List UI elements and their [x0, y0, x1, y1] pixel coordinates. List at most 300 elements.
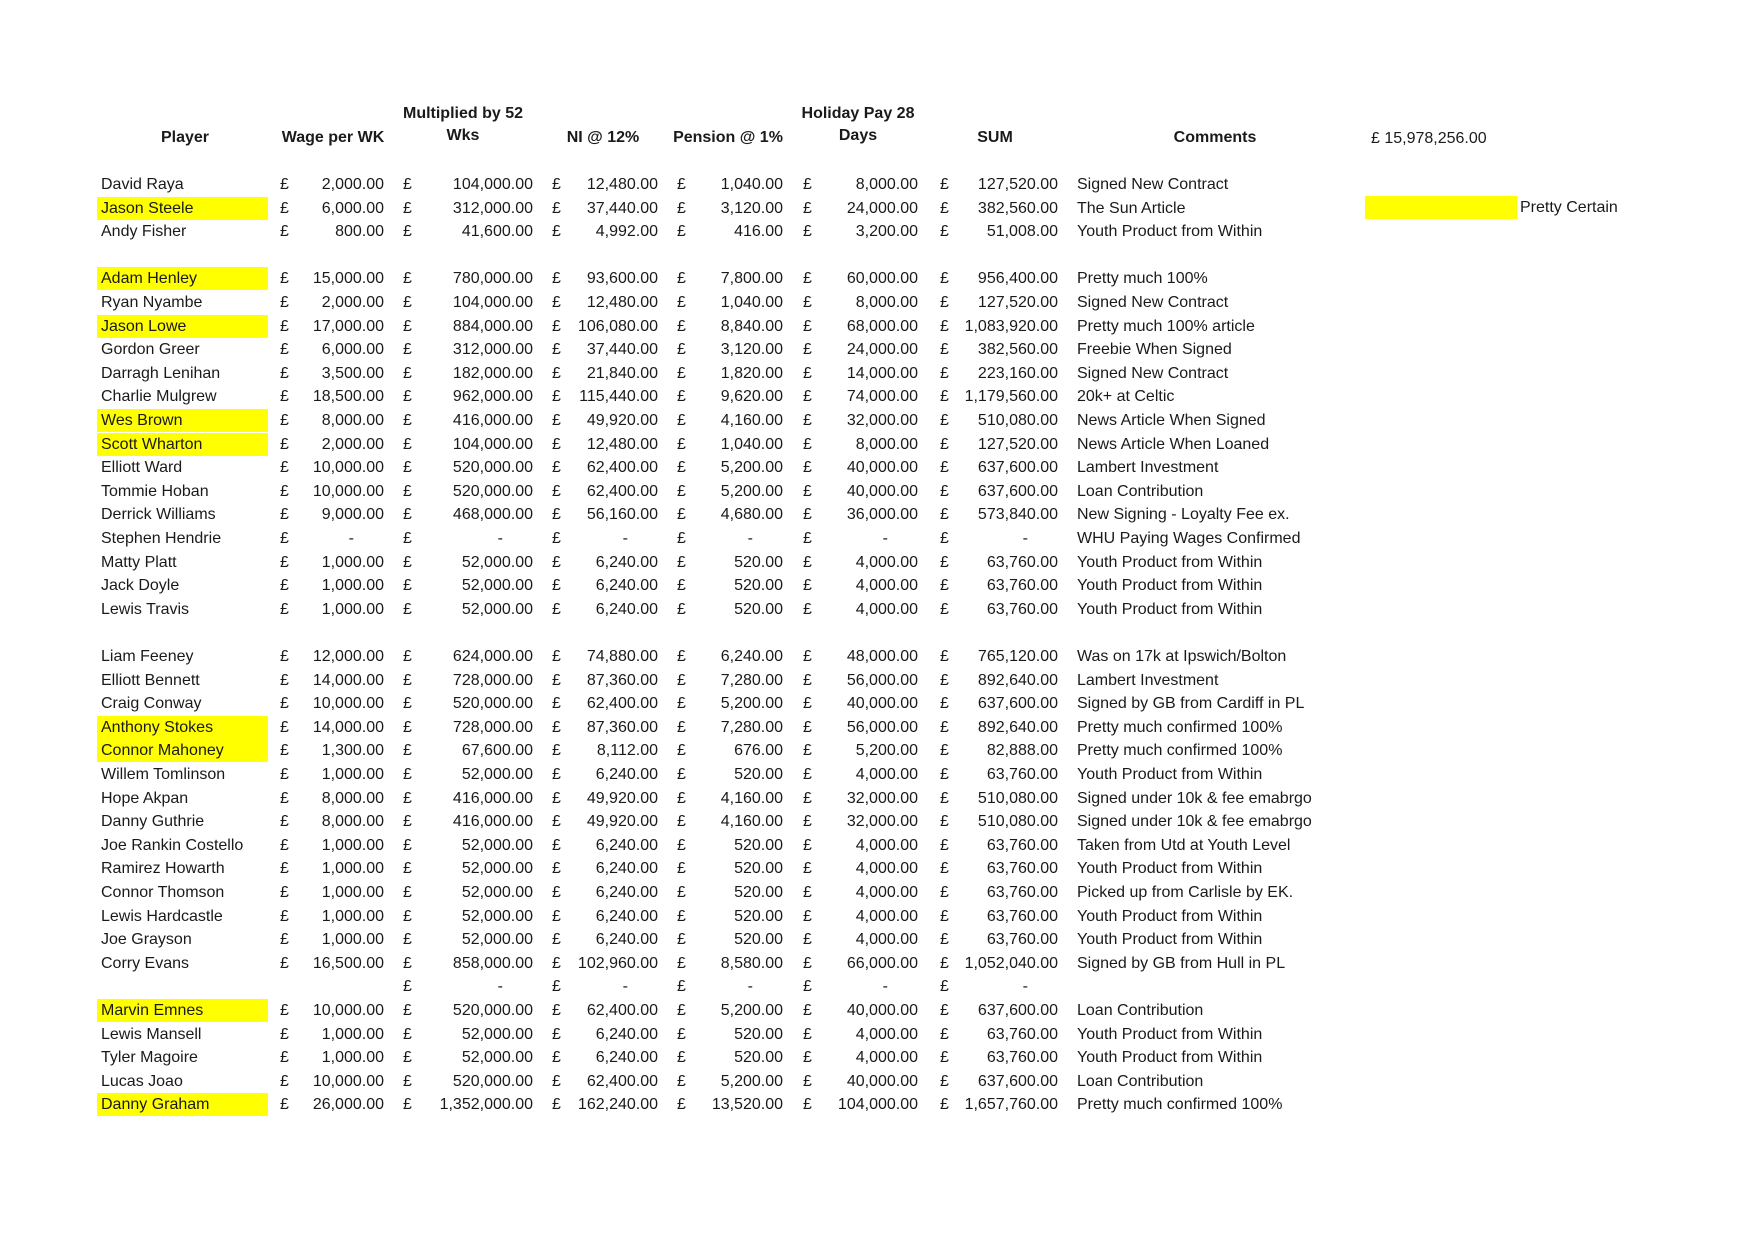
annual-value: 67,600.00 — [461, 742, 533, 759]
pension-value: 8,840.00 — [720, 318, 783, 335]
pension-value: 5,200.00 — [720, 459, 783, 476]
sum-value: 223,160.00 — [977, 365, 1058, 382]
holiday-currency: £ — [803, 577, 812, 594]
comment: Youth Product from Within — [1077, 223, 1263, 240]
annual-value: 104,000.00 — [452, 436, 533, 453]
comment: Youth Product from Within — [1077, 766, 1263, 783]
pension-currency: £ — [677, 483, 686, 500]
sum-value: 510,080.00 — [977, 813, 1058, 830]
holiday-currency: £ — [803, 813, 812, 830]
wage-value: 14,000.00 — [312, 719, 384, 736]
wage-value: 1,000.00 — [321, 884, 384, 901]
sum-currency: £ — [940, 506, 949, 523]
ni-currency: £ — [552, 388, 561, 405]
annual-value: 52,000.00 — [461, 554, 533, 571]
pension-value: 3,120.00 — [720, 341, 783, 358]
player-name: Connor Mahoney — [97, 739, 268, 762]
pension-value: 520.00 — [734, 884, 783, 901]
wage-currency: £ — [280, 200, 289, 217]
annual-currency: £ — [403, 695, 412, 712]
pension-value: 520.00 — [734, 1049, 783, 1066]
pension-value: 520.00 — [734, 908, 783, 925]
comment: Freebie When Signed — [1077, 341, 1232, 358]
player-name: Stephen Hendrie — [101, 530, 222, 547]
sum-currency: £ — [940, 530, 949, 547]
annual-value: 884,000.00 — [452, 318, 533, 335]
pension-value: 6,240.00 — [720, 648, 783, 665]
holiday-value: 32,000.00 — [846, 813, 918, 830]
annual-currency: £ — [403, 813, 412, 830]
wage-currency: £ — [280, 766, 289, 783]
pension-currency: £ — [677, 695, 686, 712]
holiday-currency: £ — [803, 1096, 812, 1113]
pension-value: 7,800.00 — [720, 270, 783, 287]
holiday-currency: £ — [803, 318, 812, 335]
player-name: Hope Akpan — [101, 790, 189, 807]
holiday-value: 40,000.00 — [846, 483, 918, 500]
holiday-value: 4,000.00 — [855, 908, 918, 925]
header-player: Player — [160, 129, 210, 146]
annual-currency: £ — [403, 648, 412, 665]
wage-currency: £ — [280, 318, 289, 335]
ni-currency: £ — [552, 577, 561, 594]
pension-value: 520.00 — [734, 860, 783, 877]
annual-value: 52,000.00 — [461, 837, 533, 854]
ni-value: 87,360.00 — [586, 719, 658, 736]
holiday-value: 3,200.00 — [855, 223, 918, 240]
annual-currency: £ — [403, 766, 412, 783]
player-name: Lewis Hardcastle — [101, 908, 223, 925]
holiday-value: 66,000.00 — [846, 955, 918, 972]
ni-currency: £ — [552, 955, 561, 972]
sum-value: 127,520.00 — [977, 436, 1058, 453]
ni-currency: £ — [552, 837, 561, 854]
annual-value: 728,000.00 — [452, 719, 533, 736]
sum-value: 127,520.00 — [977, 294, 1058, 311]
holiday-currency: £ — [803, 837, 812, 854]
annual-value: 52,000.00 — [461, 1049, 533, 1066]
annual-value: 182,000.00 — [452, 365, 533, 382]
pension-currency: £ — [677, 837, 686, 854]
sum-currency: £ — [940, 483, 949, 500]
comment: Youth Product from Within — [1077, 1049, 1263, 1066]
annual-currency: £ — [403, 200, 412, 217]
wage-value: 9,000.00 — [321, 506, 384, 523]
sum-currency: £ — [940, 813, 949, 830]
legend-label: Pretty Certain — [1520, 199, 1618, 216]
annual-currency: £ — [403, 412, 412, 429]
header-ni: NI @ 12% — [566, 129, 640, 146]
comment: Signed New Contract — [1077, 176, 1229, 193]
pension-currency: £ — [677, 1096, 686, 1113]
annual-value: 52,000.00 — [461, 601, 533, 618]
wage-value: 12,000.00 — [312, 648, 384, 665]
wage-currency: £ — [280, 459, 289, 476]
ni-currency: £ — [552, 1026, 561, 1043]
sum-currency: £ — [940, 1096, 949, 1113]
wage-value: 10,000.00 — [312, 695, 384, 712]
sum-currency: £ — [940, 294, 949, 311]
wage-value: 8,000.00 — [321, 790, 384, 807]
wage-currency: £ — [280, 436, 289, 453]
wage-value: 15,000.00 — [312, 270, 384, 287]
holiday-currency: £ — [803, 648, 812, 665]
sum-currency: £ — [940, 365, 949, 382]
sum-value: 573,840.00 — [977, 506, 1058, 523]
ni-currency: £ — [552, 412, 561, 429]
holiday-value: 4,000.00 — [855, 1026, 918, 1043]
holiday-value: 4,000.00 — [855, 931, 918, 948]
wage-currency: £ — [280, 860, 289, 877]
holiday-currency: £ — [803, 506, 812, 523]
ni-value: 12,480.00 — [586, 176, 658, 193]
wage-currency: £ — [280, 672, 289, 689]
sum-value: 637,600.00 — [977, 459, 1058, 476]
pension-currency: £ — [677, 1049, 686, 1066]
annual-value: 312,000.00 — [452, 200, 533, 217]
holiday-currency: £ — [803, 1026, 812, 1043]
wage-value: 1,000.00 — [321, 1049, 384, 1066]
ni-value: 62,400.00 — [586, 483, 658, 500]
holiday-currency: £ — [803, 695, 812, 712]
sum-currency: £ — [940, 200, 949, 217]
player-name: Lucas Joao — [101, 1073, 183, 1090]
pension-currency: £ — [677, 931, 686, 948]
player-name: Gordon Greer — [101, 341, 200, 358]
pension-currency: £ — [677, 860, 686, 877]
ni-currency: £ — [552, 931, 561, 948]
comment: News Article When Signed — [1077, 412, 1266, 429]
ni-currency: £ — [552, 554, 561, 571]
comment: Lambert Investment — [1077, 672, 1219, 689]
sum-value: 510,080.00 — [977, 790, 1058, 807]
player-name: Ramirez Howarth — [101, 860, 225, 877]
ni-value: 6,240.00 — [595, 1049, 658, 1066]
wage-currency: £ — [280, 341, 289, 358]
annual-value: 52,000.00 — [461, 1026, 533, 1043]
sum-value: 63,760.00 — [986, 860, 1058, 877]
wage-value: 10,000.00 — [312, 1073, 384, 1090]
holiday-currency: £ — [803, 223, 812, 240]
holiday-currency: £ — [803, 672, 812, 689]
player-name: Anthony Stokes — [97, 716, 268, 739]
annual-currency: £ — [403, 270, 412, 287]
header-sum: SUM — [977, 129, 1013, 146]
holiday-currency: £ — [803, 388, 812, 405]
comment: Loan Contribution — [1077, 1073, 1204, 1090]
player-name: Liam Feeney — [101, 648, 194, 665]
annual-value: 624,000.00 — [452, 648, 533, 665]
annual-value: 416,000.00 — [452, 412, 533, 429]
wage-value: 1,000.00 — [321, 1026, 384, 1043]
holiday-value: 74,000.00 — [846, 388, 918, 405]
sum-currency: £ — [940, 270, 949, 287]
annual-currency: £ — [403, 1002, 412, 1019]
wage-currency: £ — [280, 648, 289, 665]
sum-value: 892,640.00 — [977, 719, 1058, 736]
sum-value: 1,052,040.00 — [964, 955, 1058, 972]
player-name: Craig Conway — [101, 695, 202, 712]
player-name — [97, 975, 268, 998]
holiday-currency: £ — [803, 436, 812, 453]
pension-currency: £ — [677, 1073, 686, 1090]
pension-currency: £ — [677, 813, 686, 830]
ni-currency: £ — [552, 1096, 561, 1113]
pension-currency: £ — [677, 742, 686, 759]
sum-value: 63,760.00 — [986, 884, 1058, 901]
wage-currency: £ — [280, 554, 289, 571]
holiday-currency: £ — [803, 1073, 812, 1090]
holiday-currency: £ — [803, 931, 812, 948]
ni-value: 74,880.00 — [586, 648, 658, 665]
sum-value: 51,008.00 — [986, 223, 1058, 240]
comment: Signed New Contract — [1077, 294, 1229, 311]
player-name: Danny Graham — [97, 1093, 268, 1116]
holiday-currency: £ — [803, 601, 812, 618]
annual-value: 41,600.00 — [461, 223, 533, 240]
holiday-value: 4,000.00 — [855, 766, 918, 783]
annual-value: 468,000.00 — [452, 506, 533, 523]
ni-value: 6,240.00 — [595, 908, 658, 925]
pension-currency: £ — [677, 601, 686, 618]
sum-value: 63,760.00 — [986, 1026, 1058, 1043]
sum-value: 63,760.00 — [986, 577, 1058, 594]
player-name: Tyler Magoire — [101, 1049, 198, 1066]
holiday-currency: £ — [803, 766, 812, 783]
wage-currency: £ — [280, 790, 289, 807]
ni-currency: £ — [552, 790, 561, 807]
ni-value: 93,600.00 — [586, 270, 658, 287]
holiday-value: 8,000.00 — [855, 436, 918, 453]
wage-currency: £ — [280, 719, 289, 736]
wage-value: 1,000.00 — [321, 908, 384, 925]
annual-value: 780,000.00 — [452, 270, 533, 287]
pension-currency: £ — [677, 341, 686, 358]
sum-value: 63,760.00 — [986, 601, 1058, 618]
wage-currency: £ — [280, 412, 289, 429]
pension-value: 1,040.00 — [720, 436, 783, 453]
annual-value: 858,000.00 — [452, 955, 533, 972]
player-name: Wes Brown — [97, 409, 268, 432]
ni-value: 6,240.00 — [595, 837, 658, 854]
pension-value: 4,160.00 — [720, 790, 783, 807]
pension-currency: £ — [677, 766, 686, 783]
pension-value: 1,040.00 — [720, 176, 783, 193]
wage-currency: £ — [280, 1073, 289, 1090]
player-name: Lewis Travis — [101, 601, 190, 618]
player-name: Scott Wharton — [97, 433, 268, 456]
holiday-currency: £ — [803, 1049, 812, 1066]
pension-currency: £ — [677, 365, 686, 382]
comment: Youth Product from Within — [1077, 601, 1263, 618]
wage-currency: £ — [280, 931, 289, 948]
ni-currency: £ — [552, 1002, 561, 1019]
sum-currency: £ — [940, 648, 949, 665]
ni-value: 87,360.00 — [586, 672, 658, 689]
sum-currency: £ — [940, 955, 949, 972]
holiday-value: 4,000.00 — [855, 860, 918, 877]
holiday-currency: £ — [803, 270, 812, 287]
holiday-value: 4,000.00 — [855, 884, 918, 901]
annual-currency: £ — [403, 459, 412, 476]
player-name: Lewis Mansell — [101, 1026, 202, 1043]
ni-currency: £ — [552, 719, 561, 736]
ni-value: 6,240.00 — [595, 554, 658, 571]
ni-value: 115,440.00 — [579, 388, 658, 405]
sum-currency: £ — [940, 459, 949, 476]
pension-value: 5,200.00 — [720, 695, 783, 712]
pension-value: 520.00 — [734, 766, 783, 783]
sum-currency: £ — [940, 436, 949, 453]
sum-currency: £ — [940, 1026, 949, 1043]
annual-currency: £ — [403, 742, 412, 759]
header-annual-line1: Multiplied by 52 — [402, 105, 523, 122]
sum-currency: £ — [940, 388, 949, 405]
pension-currency: £ — [677, 884, 686, 901]
comment: Pretty much confirmed 100% — [1077, 719, 1283, 736]
wage-value: 17,000.00 — [312, 318, 384, 335]
pension-value: 5,200.00 — [720, 1073, 783, 1090]
sum-currency: £ — [940, 601, 949, 618]
pension-currency: £ — [677, 318, 686, 335]
ni-value: 49,920.00 — [586, 412, 658, 429]
sum-value: 63,760.00 — [986, 931, 1058, 948]
holiday-value: 68,000.00 — [846, 318, 918, 335]
ni-currency: £ — [552, 1073, 561, 1090]
ni-currency: £ — [552, 766, 561, 783]
annual-value: 416,000.00 — [452, 790, 533, 807]
pension-value: 676.00 — [734, 742, 783, 759]
sum-value: 127,520.00 — [977, 176, 1058, 193]
player-name: Jason Steele — [97, 197, 268, 220]
annual-currency: £ — [403, 884, 412, 901]
pension-value: 520.00 — [734, 554, 783, 571]
player-name: Andy Fisher — [101, 223, 187, 240]
ni-currency: £ — [552, 223, 561, 240]
holiday-value: 4,000.00 — [855, 837, 918, 854]
pension-value: 5,200.00 — [720, 1002, 783, 1019]
ni-value: 62,400.00 — [586, 459, 658, 476]
sum-currency: £ — [940, 554, 949, 571]
player-name: Joe Rankin Costello — [101, 837, 244, 854]
holiday-currency: £ — [803, 1002, 812, 1019]
sum-currency: £ — [940, 695, 949, 712]
comment: Picked up from Carlisle by EK. — [1077, 884, 1294, 901]
header-holiday-line2: Days — [838, 127, 878, 144]
ni-value: 62,400.00 — [586, 1073, 658, 1090]
sum-value: 82,888.00 — [986, 742, 1058, 759]
pension-currency: £ — [677, 719, 686, 736]
comment: Was on 17k at Ipswich/Bolton — [1077, 648, 1287, 665]
comment: Youth Product from Within — [1077, 860, 1263, 877]
sum-currency: £ — [940, 176, 949, 193]
ni-value: 6,240.00 — [595, 931, 658, 948]
ni-currency: £ — [552, 270, 561, 287]
ni-currency: £ — [552, 530, 561, 547]
comment: Youth Product from Within — [1077, 577, 1263, 594]
comment: Loan Contribution — [1077, 483, 1204, 500]
ni-currency: £ — [552, 813, 561, 830]
ni-currency: £ — [552, 318, 561, 335]
annual-currency: £ — [403, 860, 412, 877]
sum-currency: £ — [940, 931, 949, 948]
player-name: Willem Tomlinson — [101, 766, 226, 783]
annual-currency: £ — [403, 436, 412, 453]
wage-value: 1,000.00 — [321, 837, 384, 854]
annual-currency: £ — [403, 1026, 412, 1043]
holiday-value: 32,000.00 — [846, 790, 918, 807]
wage-value: 26,000.00 — [312, 1096, 384, 1113]
annual-currency: £ — [403, 837, 412, 854]
player-name: Danny Guthrie — [101, 813, 205, 830]
annual-currency: £ — [403, 601, 412, 618]
annual-value: 1,352,000.00 — [439, 1096, 533, 1113]
pension-value: 1,040.00 — [720, 294, 783, 311]
wage-value: 16,500.00 — [312, 955, 384, 972]
ni-value: 6,240.00 — [595, 601, 658, 618]
holiday-value: 4,000.00 — [855, 554, 918, 571]
pension-value: 520.00 — [734, 577, 783, 594]
wage-value: 1,000.00 — [321, 601, 384, 618]
holiday-currency: £ — [803, 884, 812, 901]
annual-currency: £ — [403, 1096, 412, 1113]
player-name: Darragh Lenihan — [101, 365, 221, 382]
annual-currency: £ — [403, 719, 412, 736]
ni-value: - — [622, 530, 628, 547]
holiday-value: 4,000.00 — [855, 577, 918, 594]
ni-currency: £ — [552, 695, 561, 712]
pension-currency: £ — [677, 577, 686, 594]
sum-currency: £ — [940, 790, 949, 807]
annual-value: - — [497, 530, 503, 547]
ni-currency: £ — [552, 483, 561, 500]
annual-currency: £ — [403, 318, 412, 335]
sum-currency: £ — [940, 837, 949, 854]
ni-value: 6,240.00 — [595, 884, 658, 901]
ni-currency: £ — [552, 908, 561, 925]
holiday-currency: £ — [803, 908, 812, 925]
annual-value: 520,000.00 — [452, 483, 533, 500]
pension-value: 520.00 — [734, 837, 783, 854]
ni-value: 4,992.00 — [595, 223, 658, 240]
annual-value: 312,000.00 — [452, 341, 533, 358]
sum-currency: £ — [940, 908, 949, 925]
holiday-value: 40,000.00 — [846, 459, 918, 476]
wage-currency: £ — [280, 1096, 289, 1113]
ni-value: - — [622, 978, 628, 995]
annual-currency: £ — [403, 672, 412, 689]
ni-value: 106,080.00 — [577, 318, 658, 335]
sum-value: 1,657,760.00 — [964, 1096, 1058, 1113]
holiday-currency: £ — [803, 294, 812, 311]
ni-value: 56,160.00 — [586, 506, 658, 523]
player-name: Joe Grayson — [101, 931, 192, 948]
sum-value: 637,600.00 — [977, 1073, 1058, 1090]
sum-value: 63,760.00 — [986, 908, 1058, 925]
ni-value: 62,400.00 — [586, 1002, 658, 1019]
annual-currency: £ — [403, 577, 412, 594]
sum-value: 63,760.00 — [986, 1049, 1058, 1066]
annual-value: 104,000.00 — [452, 176, 533, 193]
annual-value: 52,000.00 — [461, 931, 533, 948]
pension-currency: £ — [677, 530, 686, 547]
ni-value: 6,240.00 — [595, 577, 658, 594]
wage-currency: £ — [280, 813, 289, 830]
pension-currency: £ — [677, 412, 686, 429]
comment: Pretty much 100% — [1077, 270, 1208, 287]
wage-currency: £ — [280, 270, 289, 287]
player-name: Elliott Ward — [101, 459, 183, 476]
